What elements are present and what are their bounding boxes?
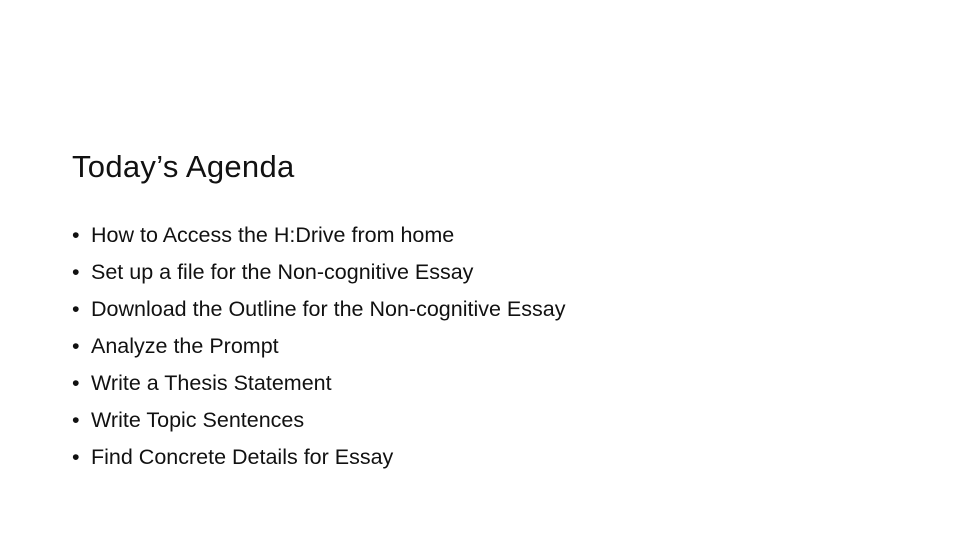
agenda-item-text: Write Topic Sentences bbox=[91, 408, 305, 432]
bullet-icon: • bbox=[72, 445, 80, 469]
bullet-icon: • bbox=[72, 260, 80, 284]
agenda-item-text: Write a Thesis Statement bbox=[91, 371, 332, 395]
agenda-list bbox=[72, 217, 565, 476]
agenda-item bbox=[72, 291, 565, 328]
agenda-item-text: Set up a file for the Non-cognitive Essay bbox=[91, 260, 474, 284]
agenda-item-text: Find Concrete Details for Essay bbox=[91, 445, 394, 469]
agenda-item bbox=[72, 365, 565, 402]
slide-title: Today’s Agenda bbox=[72, 149, 295, 184]
agenda-item bbox=[72, 254, 565, 291]
bullet-icon: • bbox=[72, 334, 80, 358]
agenda-item-text: Analyze the Prompt bbox=[91, 334, 279, 358]
agenda-item-text: How to Access the H:Drive from home bbox=[91, 223, 455, 247]
agenda-item bbox=[72, 439, 565, 476]
agenda-item-text: Download the Outline for the Non-cognitive Essay bbox=[91, 297, 566, 321]
bullet-icon: • bbox=[72, 371, 80, 395]
agenda-item bbox=[72, 402, 565, 439]
agenda-item bbox=[72, 328, 565, 365]
bullet-icon: • bbox=[72, 297, 80, 321]
bullet-icon: • bbox=[72, 408, 80, 432]
agenda-item bbox=[72, 217, 565, 254]
bullet-icon: • bbox=[72, 223, 80, 247]
